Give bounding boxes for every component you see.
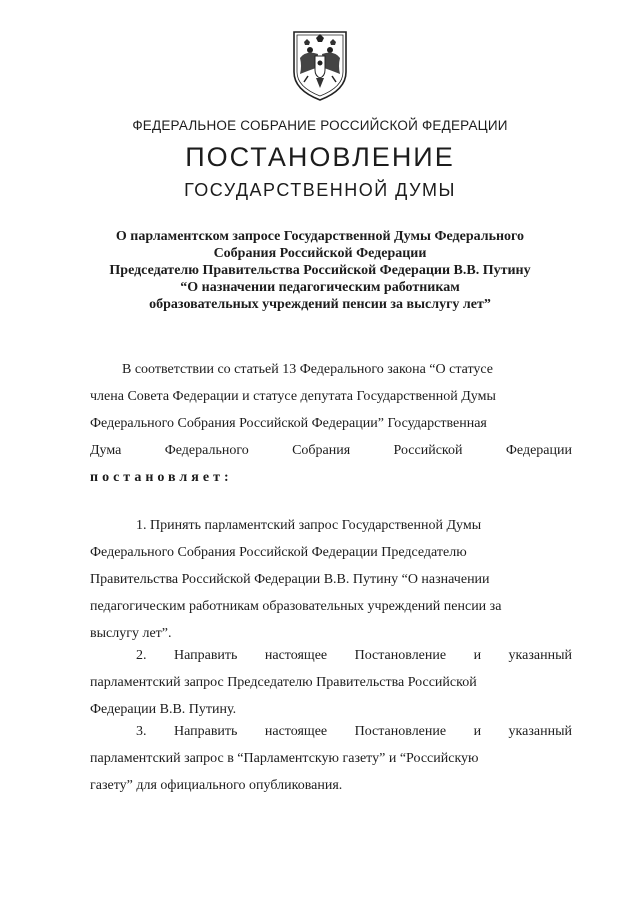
resolves-word: постановляет:: [90, 470, 233, 485]
subject-line: Председателю Правительства Российской Федерации В.В. Путину: [109, 263, 531, 278]
subject-line: О парламентском запросе Государственной Думы Федерального: [115, 229, 525, 244]
item-word: настоящее: [264, 648, 328, 663]
preamble-paragraph: [90, 356, 572, 491]
item-word: Постановление: [354, 724, 447, 739]
item-word: и: [473, 648, 482, 663]
item-word: настоящее: [264, 724, 328, 739]
organization-heading: ФЕДЕРАЛЬНОЕ СОБРАНИЕ РОССИЙСКОЙ ФЕДЕРАЦИИ: [132, 118, 508, 133]
item-line: [90, 718, 572, 745]
item-line: газету” для официального опубликования.: [90, 778, 343, 793]
resolution-item-3: [90, 718, 572, 799]
resolution-item-2: [90, 642, 572, 723]
subject-line: Собрания Российской Федерации: [213, 246, 427, 261]
item-word: 3.: [136, 724, 147, 739]
item-word: Направить: [173, 648, 238, 663]
subject-line: “О назначении педагогическим работникам: [180, 280, 460, 295]
item-word: Направить: [173, 724, 238, 739]
item-line: парламентский запрос Председателю Правительства Российской: [90, 675, 477, 690]
preamble-word: Дума: [90, 443, 122, 458]
preamble-line: Федерального Собрания Российской Федерации” Государственная: [90, 416, 487, 431]
preamble-line: В соответствии со статьей 13 Федерального закона “О статусе: [122, 362, 493, 377]
item-word: 2.: [136, 648, 147, 663]
document-subject: [70, 228, 570, 313]
item-word: указанный: [508, 724, 572, 739]
item-line: Федерального Собрания Российской Федерации Председателю: [90, 545, 467, 560]
preamble-word: Собрания: [292, 443, 351, 458]
preamble-word: Российской: [393, 443, 463, 458]
subject-line: образовательных учреждений пенсии за выслугу лет”: [149, 297, 491, 312]
coat-of-arms-emblem: [288, 24, 352, 104]
preamble-line: [90, 437, 572, 464]
item-line: парламентский запрос в “Парламентскую газету” и “Российскую: [90, 751, 479, 766]
item-line: Правительства Российской Федерации В.В. Путину “О назначении: [90, 572, 490, 587]
item-line: педагогическим работникам образовательных учреждений пенсии за: [90, 599, 502, 614]
document-issuer-title: ГОСУДАРСТВЕННОЙ ДУМЫ: [184, 180, 456, 200]
preamble-word: Федерации: [505, 443, 572, 458]
item-line: 1. Принять парламентский запрос Государственной Думы: [136, 518, 482, 533]
document-type-title: ПОСТАНОВЛЕНИЕ: [185, 142, 455, 172]
item-line: выслугу лет”.: [90, 626, 172, 641]
preamble-line: члена Совета Федерации и статусе депутата Государственной Думы: [90, 389, 496, 404]
preamble-word: Федерального: [164, 443, 249, 458]
resolution-item-1: [90, 512, 572, 647]
item-line: [90, 642, 572, 669]
item-word: указанный: [508, 648, 572, 663]
item-word: Постановление: [354, 648, 447, 663]
item-line: Федерации В.В. Путину.: [90, 702, 237, 717]
item-word: и: [473, 724, 482, 739]
